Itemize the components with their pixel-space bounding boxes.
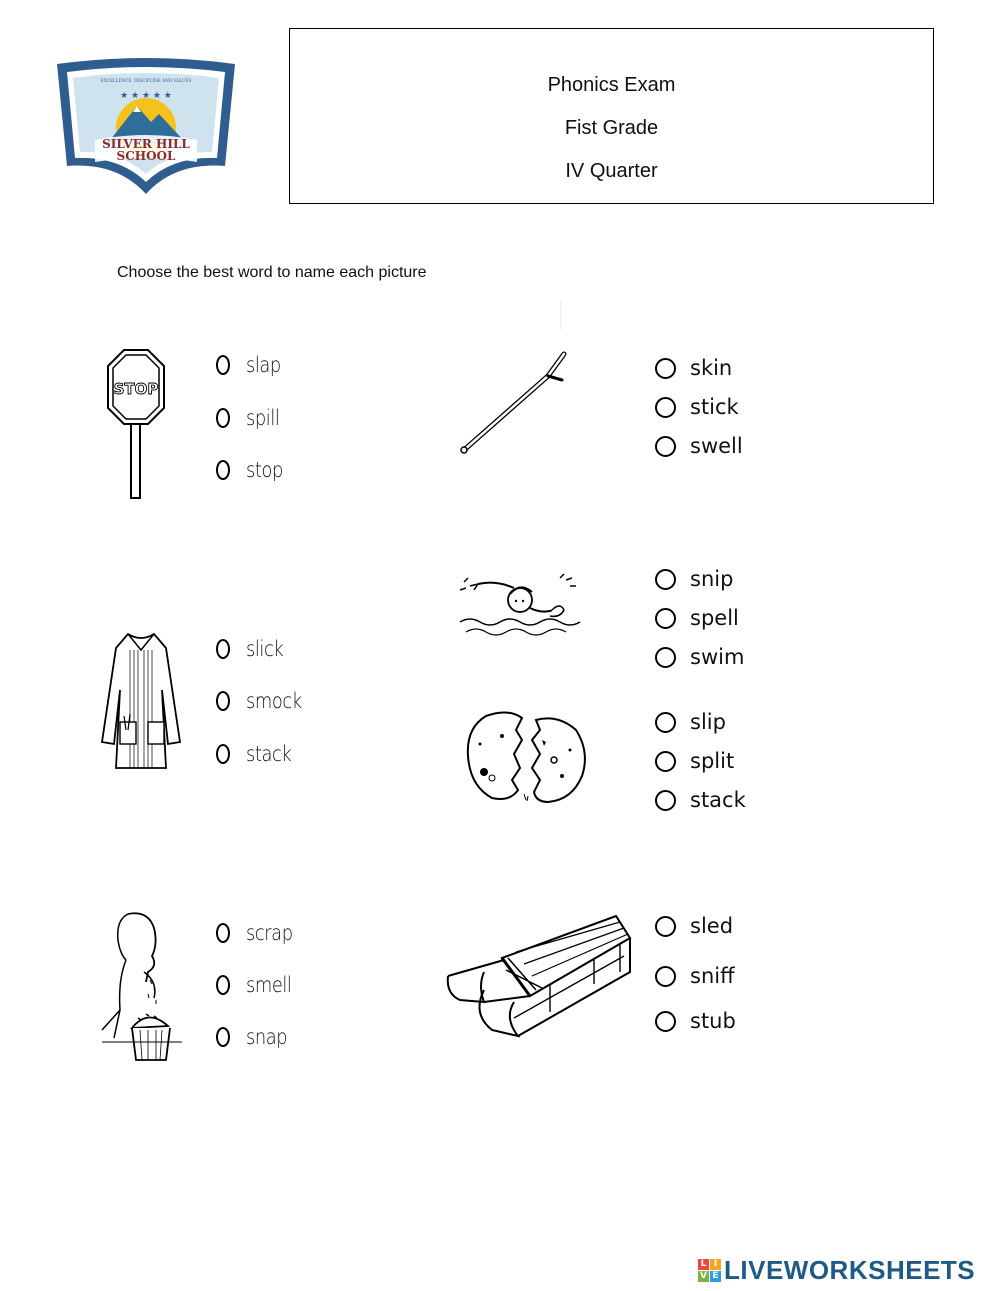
smell-picture [98,910,184,1066]
q7-radio-sled[interactable] [655,916,676,937]
brand-letter-v: V [698,1271,709,1282]
q6-radio-snap[interactable] [216,1027,230,1047]
q2-option-3 [655,434,743,458]
instructions: Choose the best word to name each picture [117,264,427,281]
logo-stars: ★ ★ ★ ★ ★ [120,91,172,101]
q1-radio-stop[interactable] [216,460,230,480]
q7-word-sniff: sniff [690,964,735,988]
q2-option-1 [655,356,732,380]
q6-radio-scrap[interactable] [216,923,230,943]
q3-word-spell: spell [690,606,739,630]
q5-radio-split[interactable] [655,751,676,772]
q3-word-swim: swim [690,645,745,669]
q1-word-spill: spill [246,406,280,430]
stop-sign-picture [106,348,166,500]
q2-word-stick: stick [690,395,739,419]
q7-option-2 [655,964,735,988]
stick-picture [458,352,568,458]
q6-word-snap: snap [246,1025,288,1049]
q5-word-stack: stack [690,788,746,812]
exam-quarter: IV Quarter [565,160,658,182]
q1-option-3 [216,458,289,482]
q6-word-smell: smell [246,973,292,997]
q2-option-2 [655,395,739,419]
q4-option-2 [216,689,311,713]
logo-text: SILVER HILL SCHOOL [102,137,190,163]
brand-letter-i: I [710,1259,721,1270]
q7-word-sled: sled [690,914,734,938]
q3-radio-swim[interactable] [655,647,676,668]
q4-word-slick: slick [246,637,284,661]
brand-logo-icon [698,1259,721,1282]
q1-word-slap: slap [246,353,281,377]
q5-radio-slip[interactable] [655,712,676,733]
q6-word-scrap: scrap [246,921,293,945]
exam-title-box [289,28,934,204]
q1-option-2 [216,406,285,430]
logo-motto: EXCELLENCE, DISCIPLINE AND VALUES [100,78,192,83]
q6-radio-smell[interactable] [216,975,230,995]
q4-word-smock: smock [246,689,302,713]
q5-option-1 [655,710,726,734]
divider [560,300,561,330]
q3-word-snip: snip [690,567,734,591]
exam-title: Phonics Exam [547,74,676,96]
q3-radio-spell[interactable] [655,608,676,629]
q5-radio-stack[interactable] [655,790,676,811]
q1-option-1 [216,353,287,377]
q1-radio-spill[interactable] [216,408,230,428]
q7-option-3 [655,1009,736,1033]
brand-name: LIVEWORKSHEETS [724,1254,976,1285]
q3-radio-snip[interactable] [655,569,676,590]
q2-word-skin: skin [690,356,733,380]
q7-word-stub: stub [690,1009,736,1033]
q7-radio-sniff[interactable] [655,966,676,987]
liveworksheets-brand[interactable] [698,1255,975,1285]
split-cookie-picture [462,710,590,804]
q4-radio-slick[interactable] [216,639,230,659]
q4-radio-smock[interactable] [216,691,230,711]
brand-letter-e: E [710,1271,721,1282]
q1-radio-slap[interactable] [216,355,230,375]
exam-grade: Fist Grade [564,117,659,139]
q4-option-3 [216,742,299,766]
q2-radio-stick[interactable] [655,397,676,418]
school-logo [55,58,237,196]
q4-word-stack: stack [246,742,292,766]
q1-word-stop: stop [246,458,283,482]
q4-radio-stack[interactable] [216,744,230,764]
q3-option-1 [655,567,733,591]
q3-option-3 [655,645,744,669]
q2-radio-swell[interactable] [655,436,676,457]
q5-option-3 [655,788,746,812]
q6-option-1 [216,921,301,945]
brand-letter-l: L [698,1259,709,1270]
q5-option-2 [655,749,734,773]
q3-option-2 [655,606,739,630]
q6-option-3 [216,1025,294,1049]
q2-word-swell: swell [690,434,743,458]
q5-word-split: split [690,749,735,773]
stop-sign-text: STOP [113,380,159,398]
swimmer-picture [456,570,590,638]
q7-radio-stub[interactable] [655,1011,676,1032]
q6-option-2 [216,973,300,997]
q4-option-1 [216,637,290,661]
sled-picture [444,914,634,1040]
q5-word-slip: slip [690,710,726,734]
q2-radio-skin[interactable] [655,358,676,379]
q7-option-1 [655,914,733,938]
smock-picture [100,630,182,772]
